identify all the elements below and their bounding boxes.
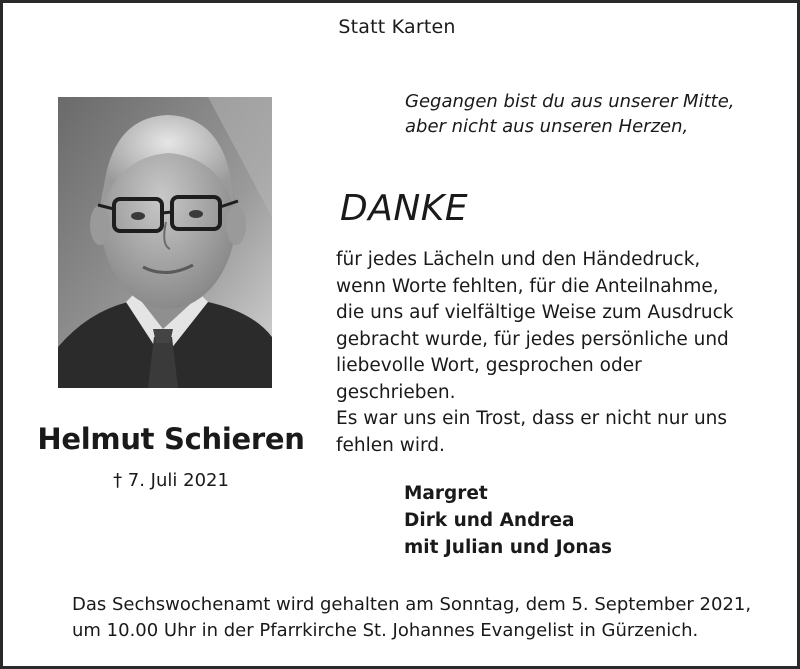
- thanks-line: gebracht wurde, für jedes persönliche und: [336, 328, 729, 350]
- trost-line: Es war uns ein Trost, dass er nicht nur uns: [336, 408, 728, 429]
- portrait-photo: [58, 97, 272, 388]
- trost-paragraph: [336, 406, 776, 459]
- danke-heading: DANKE: [340, 188, 469, 229]
- footer-line: um 10.00 Uhr in der Pfarrkirche St. Johannes Evangelist in Gürzenich.: [72, 620, 699, 641]
- trost-line: fehlen wird.: [336, 434, 445, 456]
- footer-line: Das Sechswochenamt wird gehalten am Sonntag, dem 5. September 2021,: [72, 594, 752, 615]
- service-announcement: [72, 592, 772, 644]
- thanks-line: für jedes Lächeln und den Händedruck,: [336, 249, 701, 270]
- thanks-line: wenn Worte fehlten, für die Anteilnahme,: [336, 275, 719, 297]
- deceased-name: Helmut Schieren: [37, 422, 305, 456]
- header-text: Statt Karten: [338, 16, 456, 38]
- family-signatures: [404, 480, 612, 561]
- thanks-line: liebevolle Wort, gesprochen oder: [336, 355, 642, 376]
- quote-line: aber nicht aus unseren Herzen,: [405, 116, 689, 137]
- death-date: † 7. Juli 2021: [113, 470, 229, 491]
- family-member: Margret: [404, 483, 488, 504]
- quote-line: Gegangen bist du aus unserer Mitte,: [405, 91, 735, 112]
- family-member: mit Julian und Jonas: [404, 537, 613, 558]
- memorial-quote: [405, 89, 735, 139]
- thanks-line: geschrieben.: [336, 381, 456, 403]
- thanks-paragraph: [336, 247, 776, 406]
- thanks-line: die uns auf vielfältige Weise zum Ausdruck: [336, 302, 734, 323]
- family-member: Dirk und Andrea: [404, 510, 575, 531]
